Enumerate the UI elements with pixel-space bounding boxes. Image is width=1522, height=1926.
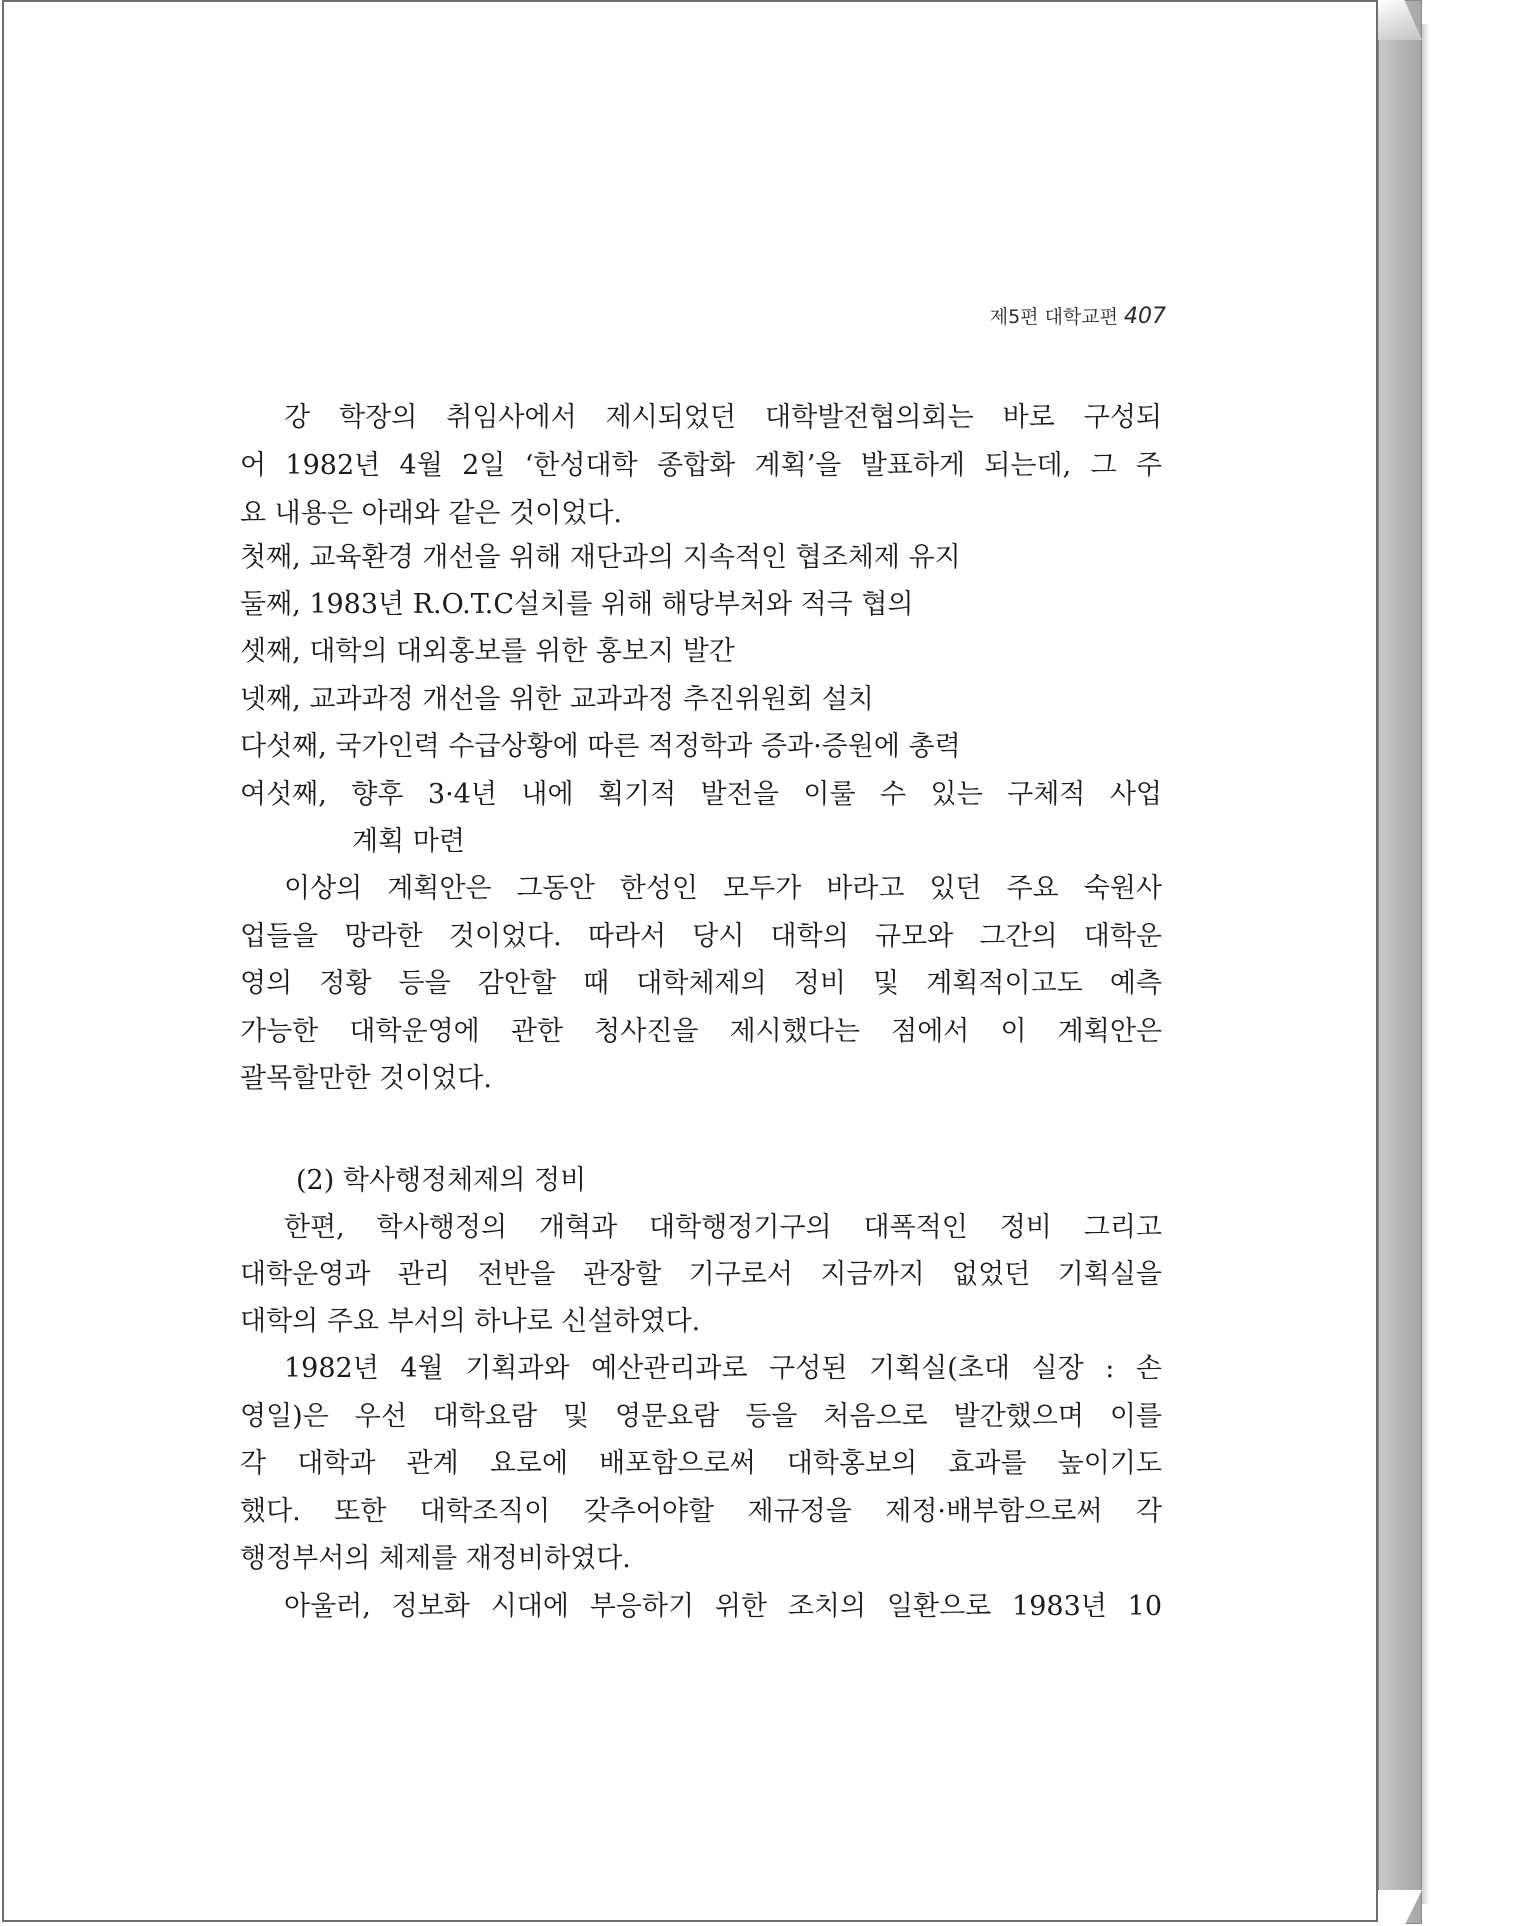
paragraph-line: 한편, 학사행정의 개혁과 대학행정기구의 대폭적인 정비 그리고 xyxy=(284,1212,1162,1243)
paragraph-line: 1982년 4월 기획과와 예산관리과로 구성된 기획실(초대 실장 : 손 xyxy=(284,1353,1162,1384)
paragraph-line: 강 학장의 취임사에서 제시되었던 대학발전협의회는 바로 구성되 xyxy=(284,402,1162,433)
list-item: 다섯째, 국가인력 수급상황에 따른 적정학과 증과·증원에 총력 xyxy=(240,731,961,762)
paragraph-line: 아울러, 정보화 시대에 부응하기 위한 조치의 일환으로 1983년 10 xyxy=(284,1591,1162,1622)
paragraph-line: 이상의 계획안은 그동안 한성인 모두가 바라고 있던 주요 숙원사 xyxy=(284,873,1162,904)
paragraph-line: 영일)은 우선 대학요람 및 영문요람 등을 처음으로 발간했으며 이를 xyxy=(240,1401,1162,1432)
paragraph-line: 어 1982년 4월 2일 ‘한성대학 종합화 계획’을 발표하게 되는데, 그 주 xyxy=(240,450,1162,481)
list-item: 첫째, 교육환경 개선을 위해 재단과의 지속적인 협조체제 유지 xyxy=(240,542,961,573)
section-title: 제5편 대학교편 xyxy=(989,306,1118,328)
paragraph-line: 했다. 또한 대학조직이 갖추어야할 제규정을 제정·배부함으로써 각 xyxy=(240,1496,1162,1527)
paragraph-line: 영의 정황 등을 감안할 때 대학체제의 정비 및 계획적이고도 예측 xyxy=(240,968,1162,999)
paragraph-line: 대학운영과 관리 전반을 관장할 기구로서 지금까지 없었던 기획실을 xyxy=(240,1259,1162,1290)
page-shadow xyxy=(1422,24,1430,1904)
running-head xyxy=(956,300,1166,334)
paragraph-line: 괄목할만한 것이었다. xyxy=(240,1063,492,1094)
list-item: 둘째, 1983년 R.O.T.C설치를 위해 해당부처와 적극 협의 xyxy=(240,589,914,620)
paragraph-line: 요 내용은 아래와 같은 것이었다. xyxy=(240,498,622,529)
list-item-continuation: 계획 마련 xyxy=(352,826,465,857)
list-item: 넷째, 교과과정 개선을 위한 교과과정 추진위원회 설치 xyxy=(240,684,874,715)
subsection-heading: (2) 학사행정체제의 정비 xyxy=(296,1165,587,1196)
paragraph-line: 행정부서의 체제를 재정비하였다. xyxy=(240,1543,631,1574)
paragraph-line: 각 대학과 관계 요로에 배포함으로써 대학홍보의 효과를 높이기도 xyxy=(240,1448,1162,1479)
page-stack-edge xyxy=(1378,0,1422,1924)
page-number: 407 xyxy=(1124,304,1166,329)
book-page xyxy=(2,0,1378,1922)
list-item: 여섯째, 향후 3·4년 내에 획기적 발전을 이룰 수 있는 구체적 사업 xyxy=(240,779,1162,810)
paragraph-line: 대학의 주요 부서의 하나로 신설하였다. xyxy=(240,1306,701,1337)
paragraph-line: 가능한 대학운영에 관한 청사진을 제시했다는 점에서 이 계획안은 xyxy=(240,1016,1162,1047)
paragraph-line: 업들을 망라한 것이었다. 따라서 당시 대학의 규모와 그간의 대학운 xyxy=(240,921,1162,952)
list-item: 셋째, 대학의 대외홍보를 위한 홍보지 발간 xyxy=(240,636,735,667)
